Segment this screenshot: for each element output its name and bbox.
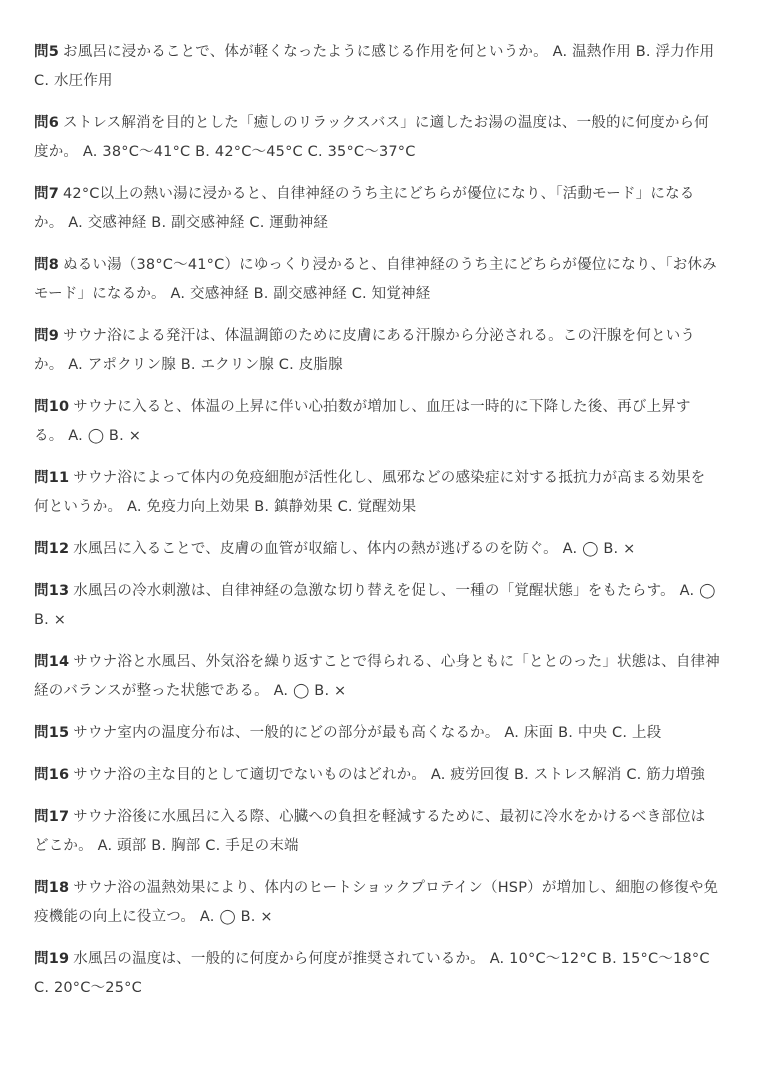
question-number: 問18 [34,880,70,896]
question-text: サウナ浴の主な目的として適切でないものはどれか。 A. 疲労回復 B. ストレス解消 C. 筋力増強 [73,767,706,783]
question-number: 問16 [34,767,70,783]
question-number: 問12 [34,541,70,557]
question-number: 問6 [34,115,59,131]
question-item [34,945,720,1003]
question-item [34,648,720,706]
question-number: 問13 [34,583,70,599]
question-item [34,38,720,96]
question-text: ストレス解消を目的とした「癒しのリラックスバス」に適したお湯の温度は、一般的に何度から何度か。 A. 38°C〜41°C B. 42°C〜45°C C. 35°C〜37°C [34,115,709,160]
question-item [34,719,720,748]
question-number: 問19 [34,951,70,967]
question-number: 問14 [34,654,70,670]
question-item [34,464,720,522]
question-number: 問8 [34,257,59,273]
question-item [34,322,720,380]
question-text: サウナ浴後に水風呂に入る際、心臓への負担を軽減するために、最初に冷水をかけるべき部位はどこか。 A. 頭部 B. 胸部 C. 手足の末端 [34,809,706,854]
question-item [34,874,720,932]
question-item [34,761,720,790]
question-item [34,180,720,238]
question-text: 水風呂の冷水刺激は、自律神経の急激な切り替えを促し、一種の「覚醒状態」をもたらす。 A. ◯ B. × [34,583,716,628]
question-number: 問9 [34,328,59,344]
question-number: 問17 [34,809,70,825]
question-item [34,109,720,167]
question-text: サウナ浴の温熱効果により、体内のヒートショックプロテイン（HSP）が増加し、細胞の修復や免疫機能の向上に役立つ。 A. ◯ B. × [34,880,719,925]
question-item [34,535,720,564]
question-text: お風呂に浸かることで、体が軽くなったように感じる作用を何というか。 A. 温熱作用 B. 浮力作用 C. 水圧作用 [34,44,715,89]
question-text: サウナ室内の温度分布は、一般的にどの部分が最も高くなるか。 A. 床面 B. 中央 C. 上段 [73,725,662,741]
question-text: サウナ浴によって体内の免疫細胞が活性化し、風邪などの感染症に対する抵抗力が高まる効果を何というか。 A. 免疫力向上効果 B. 鎮静効果 C. 覚醒効果 [34,470,706,515]
question-number: 問10 [34,399,70,415]
question-number: 問15 [34,725,70,741]
question-text: ぬるい湯（38°C〜41°C）にゆっくり浸かると、自律神経のうち主にどちらが優位になり、「お休みモード」になるか。 A. 交感神経 B. 副交感神経 C. 知覚神経 [34,257,717,302]
question-text: サウナ浴による発汗は、体温調節のために皮膚にある汗腺から分泌される。この汗腺を何というか。 A. アポクリン腺 B. エクリン腺 C. 皮脂腺 [34,328,696,373]
question-item [34,393,720,451]
question-number: 問7 [34,186,59,202]
question-item [34,803,720,861]
question-text: サウナ浴と水風呂、外気浴を繰り返すことで得られる、心身ともに「ととのった」状態は、自律神経のバランスが整った状態である。 A. ◯ B. × [34,654,720,699]
question-number: 問5 [34,44,59,60]
question-text: 水風呂に入ることで、皮膚の血管が収縮し、体内の熱が逃げるのを防ぐ。 A. ◯ B. × [73,541,636,557]
question-text: サウナに入ると、体温の上昇に伴い心拍数が増加し、血圧は一時的に下降した後、再び上昇する。 A. ◯ B. × [34,399,691,444]
question-text: 42°C以上の熱い湯に浸かると、自律神経のうち主にどちらが優位になり、「活動モード」になるか。 A. 交感神経 B. 副交感神経 C. 運動神経 [34,186,695,231]
question-item [34,251,720,309]
question-text: 水風呂の温度は、一般的に何度から何度が推奨されているか。 A. 10°C〜12°C B. 15°C〜18°C C. 20°C〜25°C [34,951,710,996]
question-number: 問11 [34,470,70,486]
question-item [34,577,720,635]
